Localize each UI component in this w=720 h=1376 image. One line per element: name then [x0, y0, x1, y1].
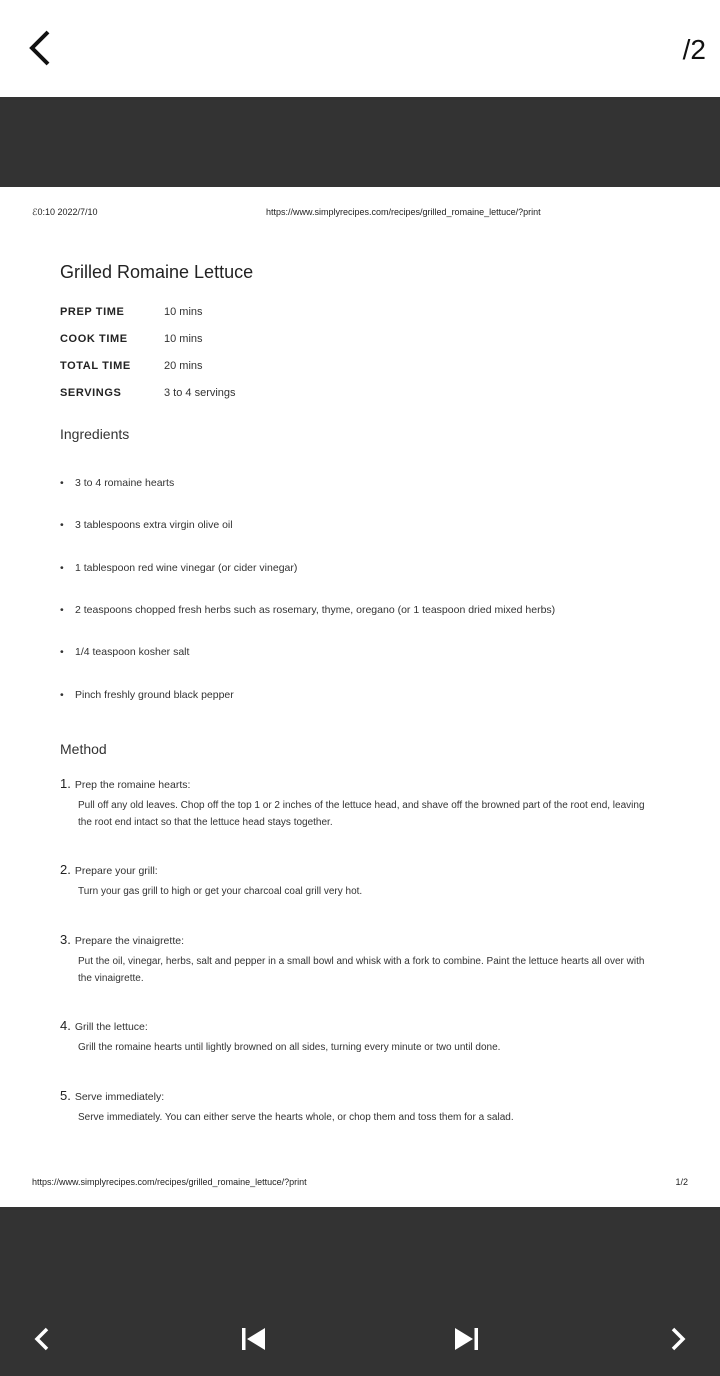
ingredient-item: [60, 604, 555, 616]
ingredient-text: 1/4 teaspoon kosher salt: [75, 646, 190, 658]
step-number: 1.: [60, 776, 71, 791]
step-number: 5.: [60, 1088, 71, 1103]
step-text: Put the oil, vinegar, herbs, salt and pepper in a small bowl and whisk with a fork to combine. Paint the lettuce hearts all over with the vinaigrette.: [78, 956, 645, 984]
step-header: [60, 862, 660, 877]
method-step: [60, 1088, 660, 1126]
bottom-nav-bar: [0, 1207, 720, 1376]
step-header: [60, 932, 660, 947]
meta-label: TOTAL TIME: [60, 360, 131, 372]
bullet: •: [60, 519, 64, 531]
document-page: [0, 187, 720, 1207]
ingredient-item: [60, 689, 234, 701]
meta-value: 20 mins: [164, 360, 203, 372]
back-button[interactable]: [22, 26, 62, 70]
print-footer-url: https://www.simplyrecipes.com/recipes/grilled_romaine_lettuce/?print: [32, 1177, 307, 1187]
ingredient-item: [60, 477, 174, 489]
ingredient-text: 3 to 4 romaine hearts: [75, 477, 175, 489]
ingredient-item: [60, 562, 297, 574]
meta-label: SERVINGS: [60, 387, 122, 399]
first-page-button[interactable]: [234, 1319, 274, 1359]
method-step: [60, 1018, 660, 1056]
meta-value: 10 mins: [164, 333, 203, 345]
chevron-left-icon: [22, 26, 62, 70]
last-page-button[interactable]: [446, 1319, 486, 1359]
step-header: [60, 776, 660, 791]
ingredient-item: [60, 519, 233, 531]
step-header: [60, 1088, 660, 1103]
skip-first-icon: [234, 1319, 274, 1359]
ingredient-item: [60, 646, 189, 658]
bullet: •: [60, 604, 64, 616]
step-text: Pull off any old leaves. Chop off the top 1 or 2 inches of the lettuce head, and shave off the browned part of the root end, leaving the root end intact so that the lettuce head stays together.: [78, 800, 645, 828]
viewer-top-margin: [0, 97, 720, 187]
print-header-date: ℰ0:10 2022/7/10: [32, 207, 98, 217]
step-text: Turn your gas grill to high or get your charcoal coal grill very hot.: [78, 886, 363, 897]
ingredient-text: 1 tablespoon red wine vinegar (or cider vinegar): [75, 562, 298, 574]
prev-page-button[interactable]: [22, 1319, 62, 1359]
bullet: •: [60, 689, 64, 701]
step-text: Grill the romaine hearts until lightly browned on all sides, turning every minute or two until done.: [78, 1042, 501, 1053]
method-step: [60, 932, 660, 987]
meta-label: PREP TIME: [60, 306, 125, 318]
meta-label: COOK TIME: [60, 333, 128, 345]
step-number: 4.: [60, 1018, 71, 1033]
method-heading: Method: [60, 741, 107, 757]
top-bar: [0, 0, 720, 97]
step-title: Serve immediately:: [74, 1091, 165, 1103]
recipe-title: Grilled Romaine Lettuce: [60, 262, 254, 282]
print-header-url: https://www.simplyrecipes.com/recipes/grilled_romaine_lettuce/?print: [266, 207, 541, 217]
skip-last-icon: [446, 1319, 486, 1359]
step-number: 2.: [60, 862, 71, 877]
step-title: Grill the lettuce:: [74, 1021, 148, 1033]
ingredient-text: Pinch freshly ground black pepper: [75, 689, 234, 701]
chevron-left-icon: [22, 1319, 62, 1359]
step-text: Serve immediately. You can either serve the hearts whole, or chop them and toss them for a salad.: [78, 1112, 514, 1123]
step-title: Prepare the vinaigrette:: [74, 935, 184, 947]
next-page-button[interactable]: [658, 1319, 698, 1359]
bullet: •: [60, 562, 64, 574]
step-header: [60, 1018, 660, 1033]
method-step: [60, 776, 660, 831]
meta-value: 3 to 4 servings: [164, 387, 236, 399]
ingredient-text: 2 teaspoons chopped fresh herbs such as rosemary, thyme, oregano (or 1 teaspoon dried mixed herbs): [75, 604, 556, 616]
step-title: Prepare your grill:: [74, 865, 158, 877]
chevron-right-icon: [658, 1319, 698, 1359]
step-number: 3.: [60, 932, 71, 947]
ingredient-text: 3 tablespoons extra virgin olive oil: [75, 519, 233, 531]
method-step: [60, 862, 660, 900]
meta-value: 10 mins: [164, 306, 203, 318]
step-title: Prep the romaine hearts:: [74, 779, 191, 791]
ingredients-heading: Ingredients: [60, 426, 130, 442]
page-count: /2: [682, 34, 706, 65]
bullet: •: [60, 477, 64, 489]
print-footer-page: 1/2: [675, 1177, 688, 1187]
bullet: •: [60, 646, 64, 658]
